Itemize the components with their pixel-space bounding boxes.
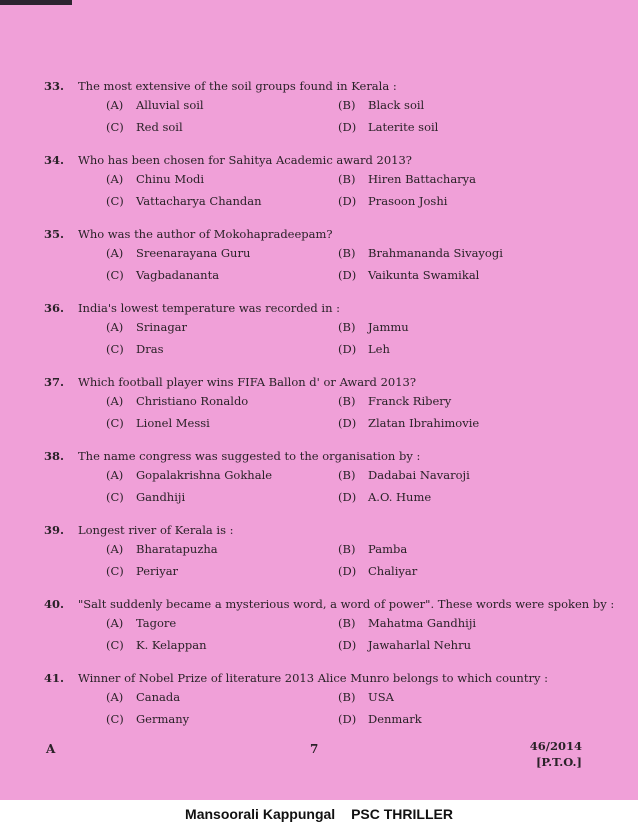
page-number: 7 [310,742,319,756]
option-row [44,686,604,708]
question-text: Who has been chosen for Sahitya Academic award 2013? [78,153,412,167]
question-text: Longest river of Kerala is : [78,523,234,537]
question-35 [44,226,604,286]
option-a [106,97,338,113]
option-c [106,563,338,579]
question-number: 36. [44,301,65,315]
series-letter: A [46,742,56,756]
option-letter: (D) [338,268,357,282]
question-number: 37. [44,375,65,389]
option-letter: (B) [338,98,356,112]
option-text: Christiano Ronaldo [136,394,249,408]
option-b [338,97,424,113]
option-text: Red soil [136,120,183,134]
question-line [44,670,604,686]
question-number: 39. [44,523,65,537]
option-letter: (D) [338,194,357,208]
option-d [338,637,471,653]
option-letter: (D) [338,490,357,504]
question-line [44,226,604,242]
option-text: Bharatapuzha [136,542,218,556]
option-text: Dras [136,342,164,356]
question-text: The most extensive of the soil groups found in Kerala : [78,79,397,93]
option-text: Periyar [136,564,179,578]
option-text: Alluvial soil [136,98,204,112]
option-a [106,615,338,631]
option-c [106,637,338,653]
option-text: A.O. Hume [368,490,432,504]
option-row [44,560,604,582]
option-letter: (D) [338,342,357,356]
question-41 [44,670,604,730]
option-d [338,415,479,431]
option-letter: (B) [338,246,356,260]
option-text: Germany [136,712,190,726]
question-37 [44,374,604,434]
option-text: Brahmananda Sivayogi [368,246,503,260]
paper-code-number: 46/2014 [529,739,582,753]
option-letter: (C) [106,564,124,578]
option-row [44,538,604,560]
option-text: Gopalakrishna Gokhale [136,468,273,482]
option-text: Hiren Battacharya [368,172,477,186]
option-letter: (D) [338,416,357,430]
option-letter: (C) [106,342,124,356]
paper-code [530,738,582,770]
option-row [44,168,604,190]
question-40 [44,596,615,656]
option-row [44,338,604,360]
option-row [44,264,604,286]
option-letter: (A) [106,690,124,704]
question-text: The name congress was suggested to the organisation by : [78,449,421,463]
question-line [44,596,615,612]
option-row [44,634,604,656]
option-text: Denmark [368,712,422,726]
watermark-brand: PSC THRILLER [351,806,453,822]
option-b [338,319,409,335]
question-text: Which football player wins FIFA Ballon d' or Award 2013? [78,375,416,389]
option-b [338,689,394,705]
option-text: Sreenarayana Guru [136,246,251,260]
option-text: Zlatan Ibrahimovie [368,416,480,430]
option-text: Chaliyar [368,564,418,578]
option-c [106,341,338,357]
option-letter: (B) [338,690,356,704]
option-letter: (D) [338,564,357,578]
option-letter: (B) [338,616,356,630]
option-text: Jawaharlal Nehru [368,638,471,652]
option-text: Prasoon Joshi [368,194,448,208]
question-34 [44,152,604,212]
option-d [338,341,390,357]
question-line [44,152,604,168]
option-a [106,171,338,187]
option-letter: (C) [106,120,124,134]
option-letter: (C) [106,712,124,726]
option-d [338,489,431,505]
option-row [44,242,604,264]
option-text: Srinagar [136,320,188,334]
option-d [338,563,417,579]
option-c [106,119,338,135]
option-row [44,612,604,634]
option-a [106,393,338,409]
question-39 [44,522,604,582]
option-text: Lionel Messi [136,416,210,430]
question-number: 41. [44,671,65,685]
option-text: Vagbadananta [136,268,220,282]
option-letter: (A) [106,616,124,630]
option-b [338,171,476,187]
option-letter: (C) [106,268,124,282]
option-a [106,245,338,261]
option-text: Chinu Modi [136,172,205,186]
option-a [106,541,338,557]
option-row [44,412,604,434]
option-text: Pamba [368,542,408,556]
option-row [44,316,604,338]
question-line [44,522,604,538]
option-b [338,541,407,557]
option-row [44,708,604,730]
option-row [44,94,604,116]
option-text: Dadabai Navaroji [368,468,470,482]
option-text: Canada [136,690,181,704]
option-text: Leh [368,342,390,356]
option-row [44,486,604,508]
corner-mark [0,0,72,5]
option-row [44,116,604,138]
option-a [106,467,338,483]
option-letter: (C) [106,490,124,504]
option-d [338,119,438,135]
pto-label: [P.T.O.] [535,755,582,769]
option-letter: (A) [106,468,124,482]
option-d [338,193,447,209]
question-number: 33. [44,79,65,93]
question-number: 40. [44,597,65,611]
option-c [106,267,338,283]
question-text: India's lowest temperature was recorded in : [78,301,341,315]
question-text: Who was the author of Mokohapradeepam? [78,227,333,241]
option-letter: (B) [338,394,356,408]
option-text: USA [368,690,394,704]
option-a [106,319,338,335]
watermark [0,806,638,822]
question-38 [44,448,604,508]
option-letter: (D) [338,120,357,134]
question-line [44,78,604,94]
option-row [44,390,604,412]
option-a [106,689,338,705]
option-text: Tagore [136,616,177,630]
option-letter: (D) [338,712,357,726]
option-letter: (B) [338,468,356,482]
question-number: 38. [44,449,65,463]
option-b [338,467,470,483]
option-row [44,464,604,486]
question-line [44,300,604,316]
option-b [338,615,476,631]
option-text: K. Kelappan [136,638,207,652]
option-letter: (D) [338,638,357,652]
option-text: Vattacharya Chandan [136,194,262,208]
option-letter: (A) [106,320,124,334]
option-letter: (A) [106,98,124,112]
watermark-author: Mansoorali Kappungal [185,806,336,822]
option-letter: (C) [106,638,124,652]
option-c [106,711,338,727]
option-text: Vaikunta Swamikal [368,268,480,282]
option-d [338,267,479,283]
option-c [106,415,338,431]
option-letter: (B) [338,320,356,334]
option-letter: (A) [106,394,124,408]
option-letter: (A) [106,542,124,556]
option-text: Jammu [368,320,409,334]
option-b [338,245,503,261]
option-text: Gandhiji [136,490,186,504]
question-text: Winner of Nobel Prize of literature 2013 Alice Munro belongs to which country : [78,671,548,685]
option-text: Laterite soil [368,120,439,134]
option-letter: (B) [338,172,356,186]
question-line [44,448,604,464]
option-letter: (C) [106,194,124,208]
question-number: 35. [44,227,65,241]
option-d [338,711,422,727]
option-c [106,489,338,505]
question-line [44,374,604,390]
question-36 [44,300,604,360]
question-number: 34. [44,153,65,167]
option-letter: (A) [106,172,124,186]
question-33 [44,78,604,138]
option-letter: (B) [338,542,356,556]
option-row [44,190,604,212]
option-text: Black soil [368,98,425,112]
option-letter: (A) [106,246,124,260]
option-text: Franck Ribery [368,394,452,408]
option-b [338,393,451,409]
option-text: Mahatma Gandhiji [368,616,477,630]
question-text: "Salt suddenly became a mysterious word, a word of power". These words were spoken by : [78,597,615,611]
option-letter: (C) [106,416,124,430]
option-c [106,193,338,209]
